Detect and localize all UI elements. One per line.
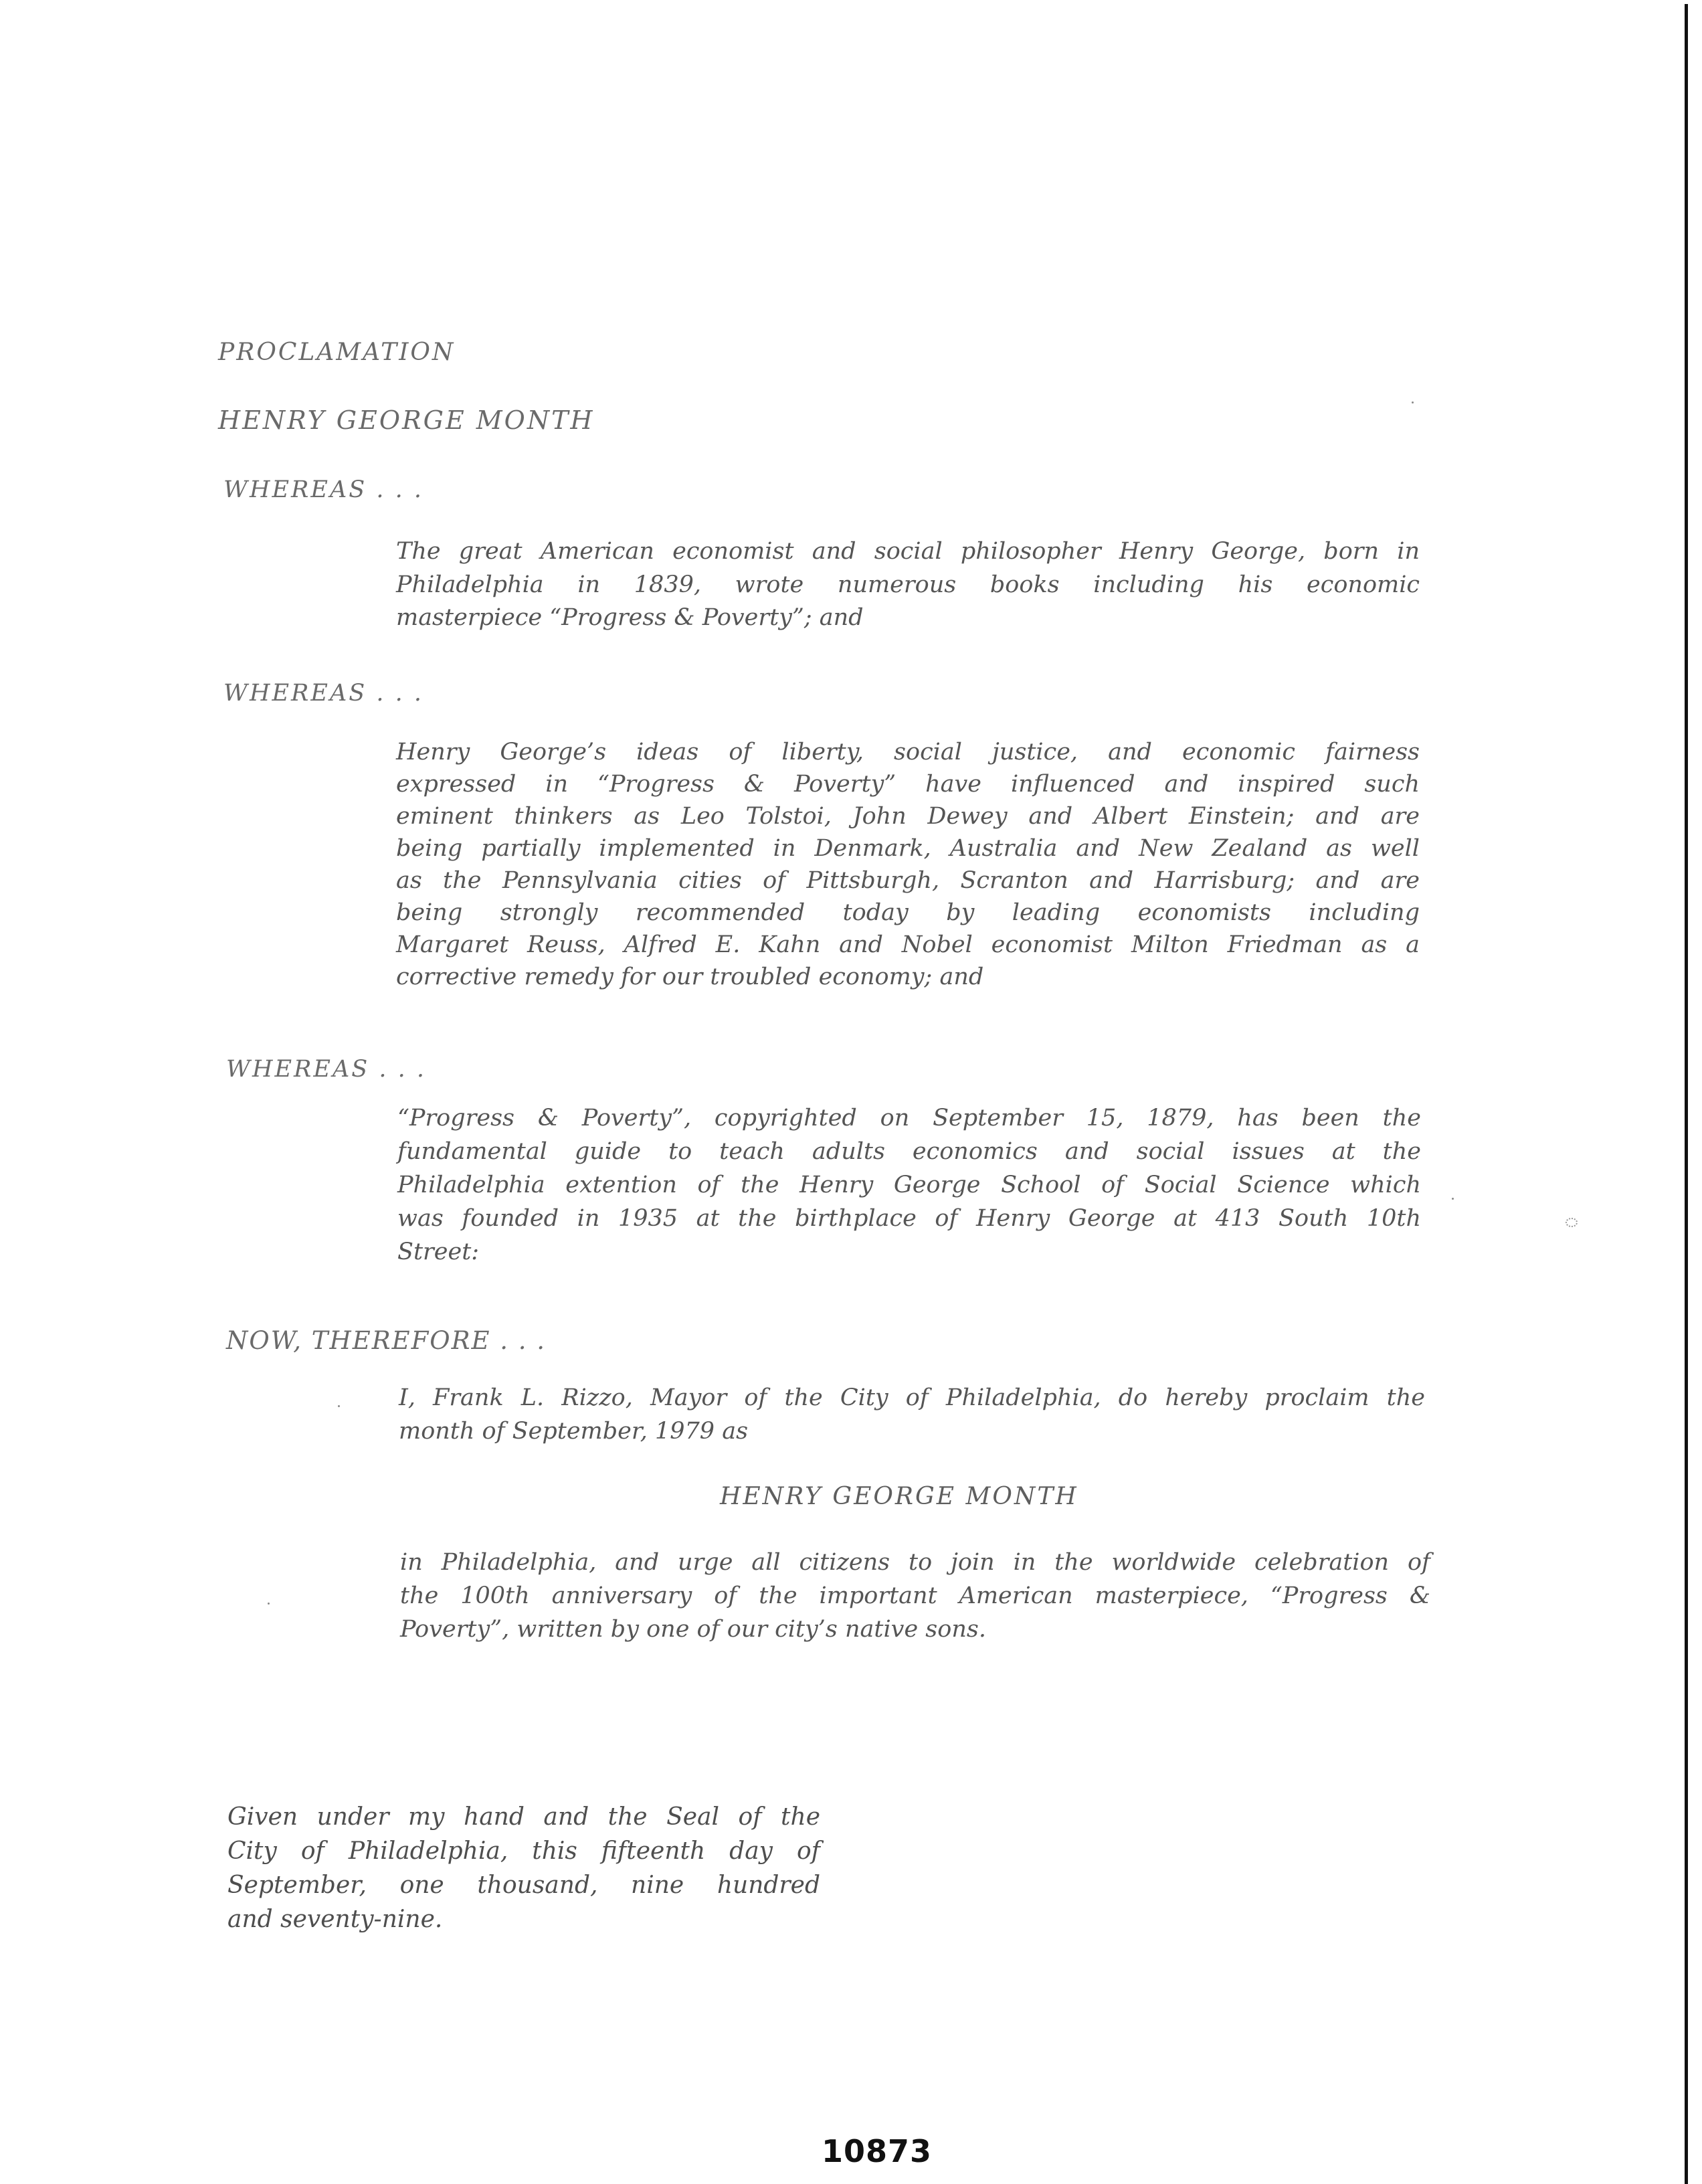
therefore-paragraph xyxy=(399,1381,1425,1448)
paragraph-line: “Progress & Poverty”, copyrighted on September 15, 1879, has been the xyxy=(397,1105,1421,1131)
paragraph-line: Philadelphia in 1839, wrote numerous books including his economic xyxy=(396,571,1420,598)
paragraph-line: as the Pennsylvania cities of Pittsburgh, Scranton and Harrisburg; and are xyxy=(396,867,1420,894)
paragraph-line: expressed in “Progress & Poverty” have influenced and inspired such xyxy=(396,771,1420,798)
proclaimed-title: HENRY GEORGE MONTH xyxy=(720,1483,1078,1510)
whereas-paragraph-3 xyxy=(397,1101,1421,1269)
given-signature-block xyxy=(227,1800,820,1936)
paragraph-line: being strongly recommended today by leading economists including xyxy=(396,899,1420,926)
paragraph-line: fundamental guide to teach adults economics and social issues at the xyxy=(397,1138,1421,1165)
whereas-heading-3: WHEREAS . . . xyxy=(226,1056,426,1083)
given-line: and seventy-nine. xyxy=(227,1906,443,1933)
paragraph-line: Poverty”, written by one of our city’s native sons. xyxy=(400,1616,986,1643)
paragraph-line: Street: xyxy=(397,1239,480,1265)
therefore-heading: NOW, THEREFORE . . . xyxy=(226,1326,547,1355)
paragraph-line: I, Frank L. Rizzo, Mayor of the City of Philadelphia, do hereby proclaim the xyxy=(399,1384,1425,1411)
scan-speck xyxy=(1566,1218,1578,1227)
paragraph-line: eminent thinkers as Leo Tolstoi, John Dewey and Albert Einstein; and are xyxy=(396,803,1420,830)
paragraph-line: Philadelphia extention of the Henry George School of Social Science which xyxy=(397,1172,1421,1198)
whereas-heading-1: WHEREAS . . . xyxy=(223,476,423,503)
scan-edge-line xyxy=(1685,4,1688,2184)
paragraph-line: The great American economist and social philosopher Henry George, born in xyxy=(396,538,1420,565)
paragraph-line: month of September, 1979 as xyxy=(399,1418,749,1445)
paragraph-line: masterpiece “Progress & Poverty”; and xyxy=(396,604,864,631)
paragraph-line: corrective remedy for our troubled economy; and xyxy=(396,964,984,990)
given-line: September, one thousand, nine hundred xyxy=(227,1872,820,1899)
paragraph-line: in Philadelphia, and urge all citizens to join in the worldwide celebration of xyxy=(400,1549,1430,1576)
given-line: City of Philadelphia, this fifteenth day of xyxy=(227,1837,820,1865)
scan-speck xyxy=(1412,401,1414,403)
page-number: 10873 xyxy=(822,2133,933,2169)
paragraph-line: Henry George’s ideas of liberty, social justice, and economic fairness xyxy=(396,739,1420,765)
scan-speck xyxy=(1452,1198,1454,1200)
whereas-paragraph-2 xyxy=(396,736,1420,993)
paragraph-line: was founded in 1935 at the birthplace of Henry George at 413 South 10th xyxy=(397,1205,1421,1232)
proclamation-subtitle: HENRY GEORGE MONTH xyxy=(218,405,595,435)
whereas-heading-2: WHEREAS . . . xyxy=(223,680,423,707)
whereas-paragraph-1 xyxy=(396,535,1420,635)
scan-speck xyxy=(268,1603,270,1605)
given-line: Given under my hand and the Seal of the xyxy=(227,1803,820,1831)
scan-speck xyxy=(338,1405,340,1407)
proclamation-title: PROCLAMATION xyxy=(218,339,456,366)
paragraph-line: Margaret Reuss, Alfred E. Kahn and Nobel economist Milton Friedman as a xyxy=(396,931,1420,958)
paragraph-line: the 100th anniversary of the important American masterpiece, “Progress & xyxy=(400,1582,1430,1609)
closing-paragraph xyxy=(400,1546,1430,1646)
paragraph-line: being partially implemented in Denmark, Australia and New Zealand as well xyxy=(396,835,1420,862)
